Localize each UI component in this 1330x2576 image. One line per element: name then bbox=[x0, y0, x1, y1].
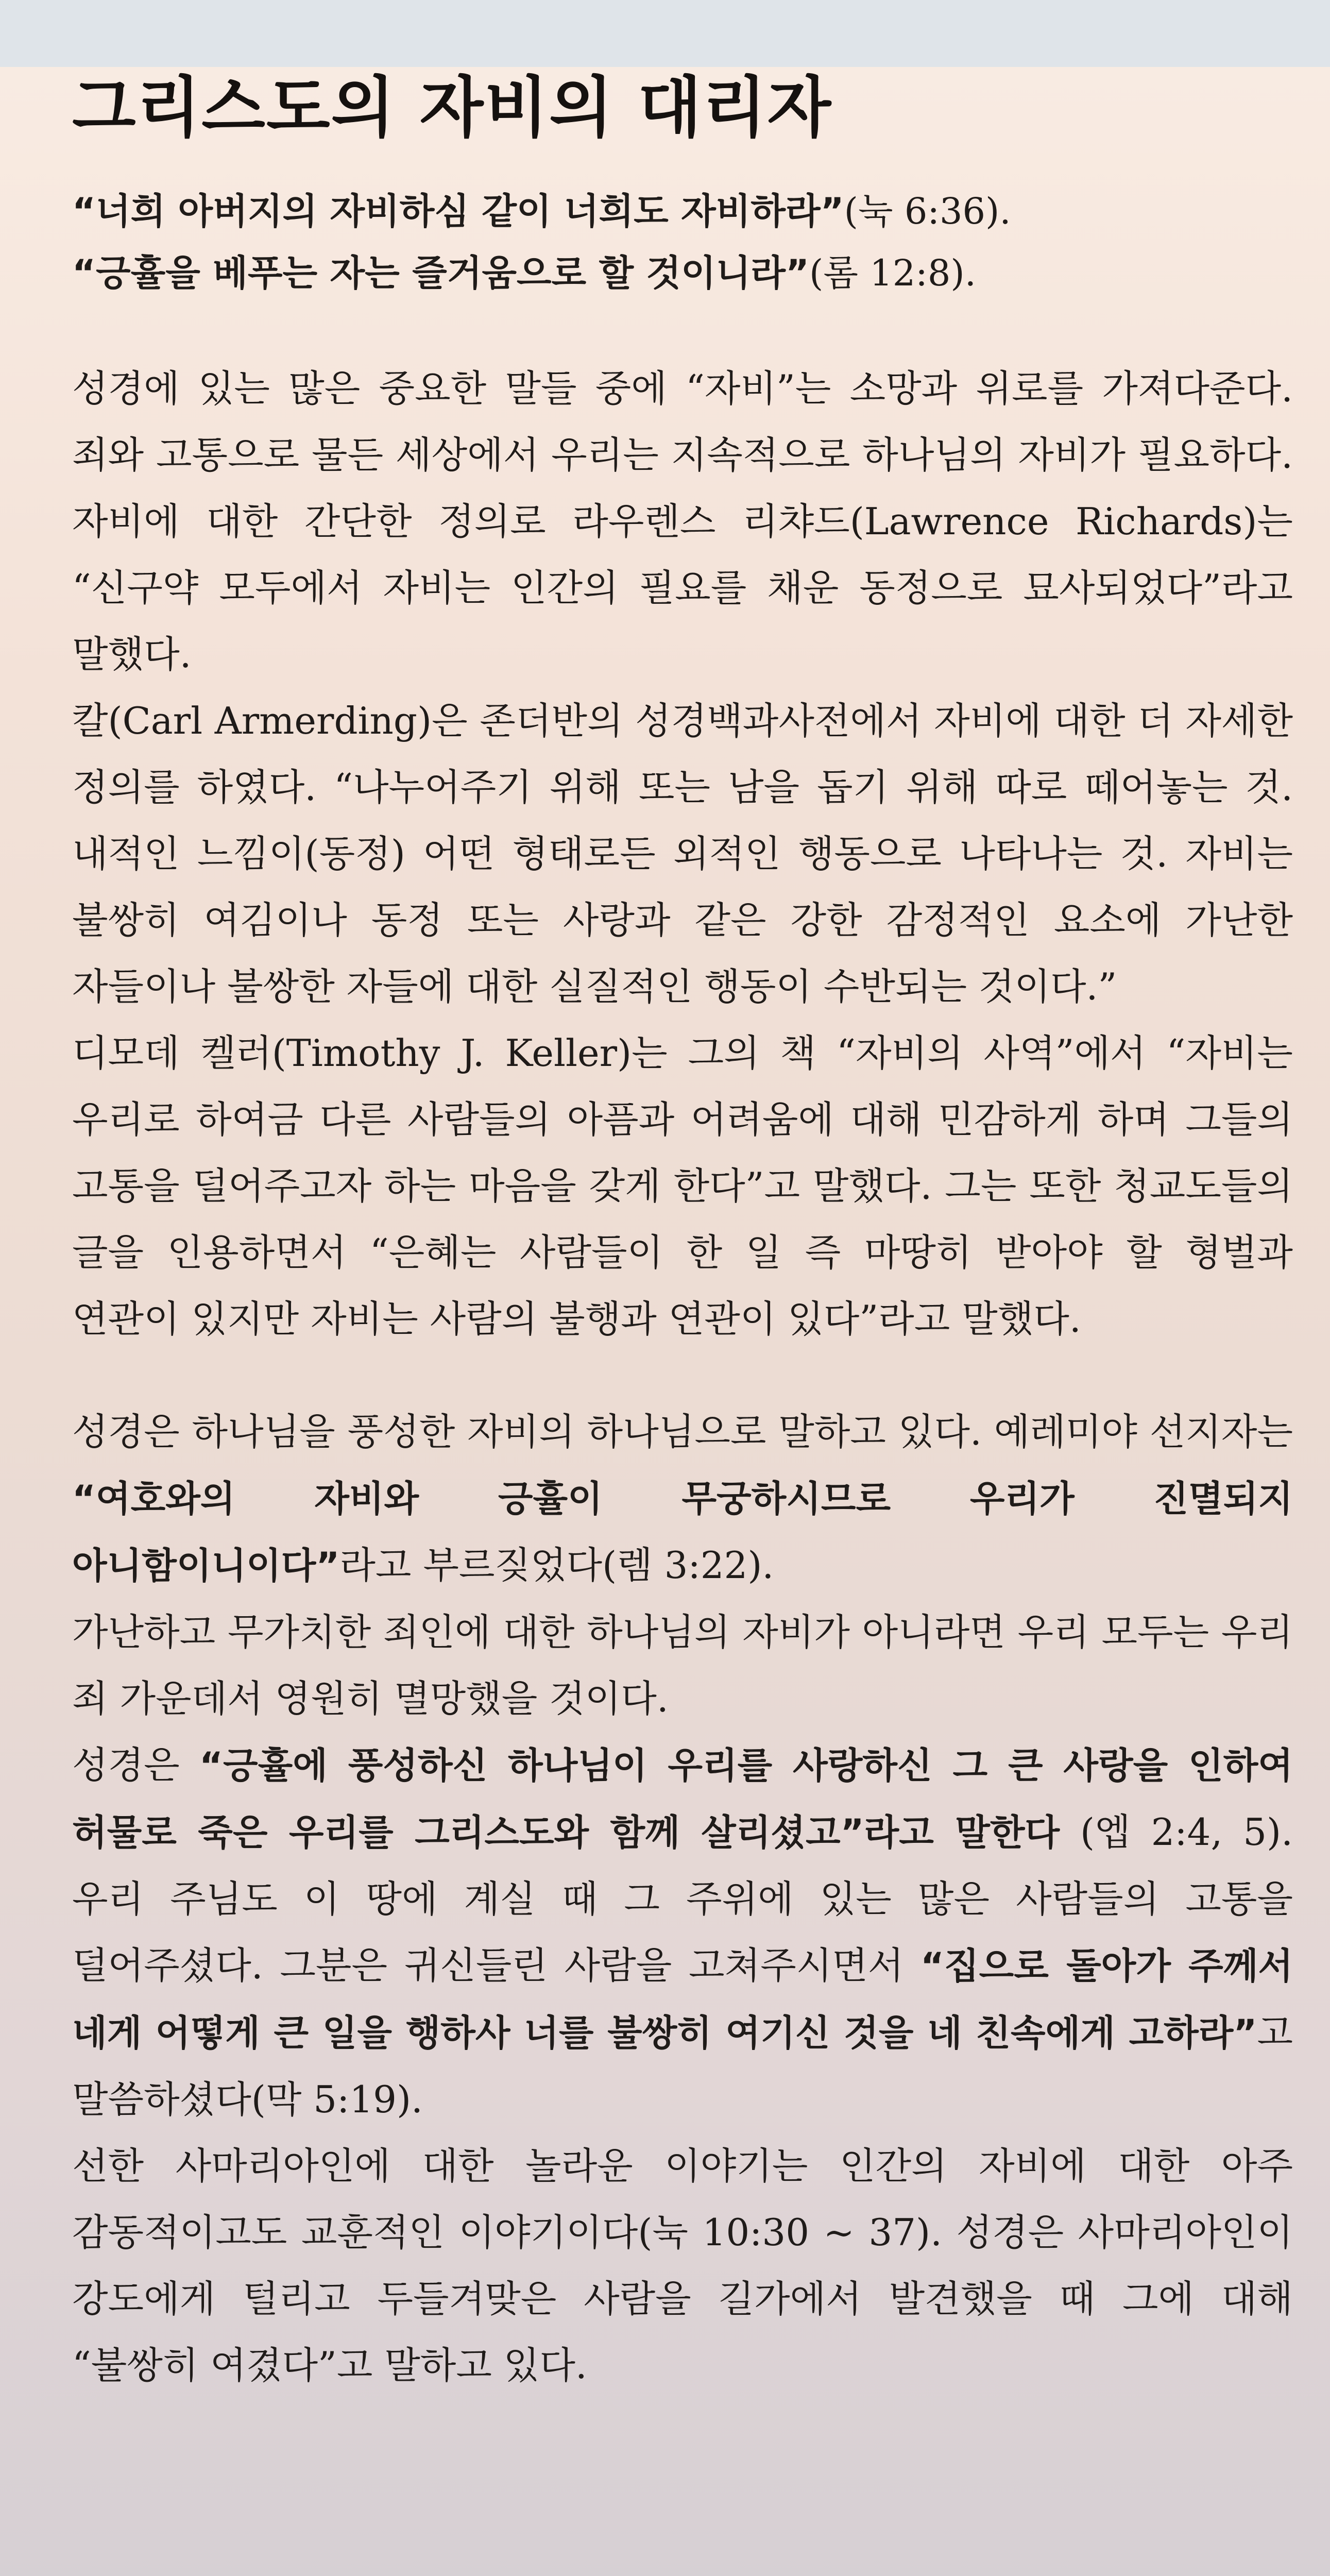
text-run: 고 말씀하셨다(막 5:19). bbox=[72, 2011, 1293, 2121]
top-bar bbox=[0, 0, 1330, 67]
text-run: (엡 2:4, 5). 우리 주님도 이 땅에 계실 때 그 주위에 있는 많은 사람들의 고통을 덜어주셨다. 그분은 귀신들린 사람을 고쳐주시면서 bbox=[72, 1810, 1293, 1987]
quote-text: “너희 아버지의 자비하심 같이 너희도 자비하라” bbox=[72, 190, 844, 232]
quote-reference: (롬 12:8). bbox=[809, 252, 976, 294]
text-run: 성경은 하나님을 풍성한 자비의 하나님으로 말하고 있다. 예레미야 선지자는 bbox=[72, 1410, 1293, 1453]
paragraph: 칼(Carl Armerding)은 존더반의 성경백과사전에서 자비에 대한 더 자세한 정의를 하였다. “나누어주기 위해 또는 남을 돕기 위해 따로 떼어놓는 것. 내적인 느낌이(동정) 어떤 형태로든 외적인 행동으로 나타나는 것. 자비는 불쌍히 여김이나 동정 또는 사랑과 같은 강한 감정적인 요소에 가난한 자들이나 불쌍한 자들에 대한 실질적인 행동이 수반되는 것이다.” bbox=[72, 699, 1293, 1008]
epigraph-quotes bbox=[72, 180, 1293, 304]
quote-text: “긍휼을 베푸는 자는 즐거움으로 할 것이니라” bbox=[72, 252, 810, 294]
article bbox=[72, 67, 1293, 2399]
paragraph bbox=[72, 1399, 1293, 1599]
paragraph: 성경에 있는 많은 중요한 말들 중에 “자비”는 소망과 위로를 가져다준다. 죄와 고통으로 물든 세상에서 우리는 지속적으로 하나님의 자비가 필요하다. 자비에 대한 간단한 정의로 라우렌스 리챠드(Lawrence Richards)는 “신구약 모두에서 자비는 인간의 필요를 채운 동정으로 묘사되었다”라고 말했다. bbox=[72, 367, 1293, 676]
paragraph: 선한 사마리아인에 대한 놀라운 이야기는 인간의 자비에 대한 아주 감동적이고도 교훈적인 이야기이다(눅 10:30 ~ 37). 성경은 사마리아인이 강도에게 털리고 두들겨맞은 사람을 길가에서 발견했을 때 그에 대해 “불쌍히 여겼다”고 말하고 있다. bbox=[72, 2144, 1293, 2387]
quote-line bbox=[72, 242, 1293, 304]
text-run: 성경은 bbox=[72, 1743, 200, 1787]
scripture-quote: “집으로 돌아가 주께서 네게 어떻게 큰 일을 행하사 너를 불쌍히 여기신 것을 네 친속에게 고하라” bbox=[72, 1945, 1293, 2054]
quote-line bbox=[72, 180, 1293, 242]
quote-reference: (눅 6:36). bbox=[844, 190, 1011, 232]
paragraph: 가난하고 무가치한 죄인에 대한 하나님의 자비가 아니라면 우리 모두는 우리 죄 가운데서 영원히 멸망했을 것이다. bbox=[72, 1611, 1293, 1720]
page-title: 그리스도의 자비의 대리자 bbox=[72, 70, 832, 146]
paragraph bbox=[72, 1732, 1293, 2133]
paragraph: 디모데 켈러(Timothy J. Keller)는 그의 책 “자비의 사역”에서 “자비는 우리로 하여금 다른 사람들의 아픔과 어려움에 대해 민감하게 하며 그들의 고통을 덜어주고자 하는 마음을 갖게 한다”고 말했다. 그는 또한 청교도들의 글을 인용하면서 “은혜는 사람들이 한 일 즉 마땅히 받아야 할 형벌과 연관이 있지만 자비는 사람의 불행과 연관이 있다”라고 말했다. bbox=[72, 1031, 1293, 1341]
scripture-quote: “긍휼에 풍성하신 하나님이 우리를 사랑하신 그 큰 사랑을 인하여 허물로 죽은 우리를 그리스도와 함께 살리셨고”라고 말한다 bbox=[72, 1744, 1293, 1854]
text-run: 라고 부르짖었다(렘 3:22). bbox=[339, 1544, 774, 1587]
scripture-quote: “여호와의 자비와 긍휼이 무궁하시므로 우리가 진멸되지 아니함이니이다” bbox=[72, 1478, 1293, 1587]
section-gap bbox=[72, 1352, 1293, 1399]
article-body bbox=[72, 355, 1293, 2399]
